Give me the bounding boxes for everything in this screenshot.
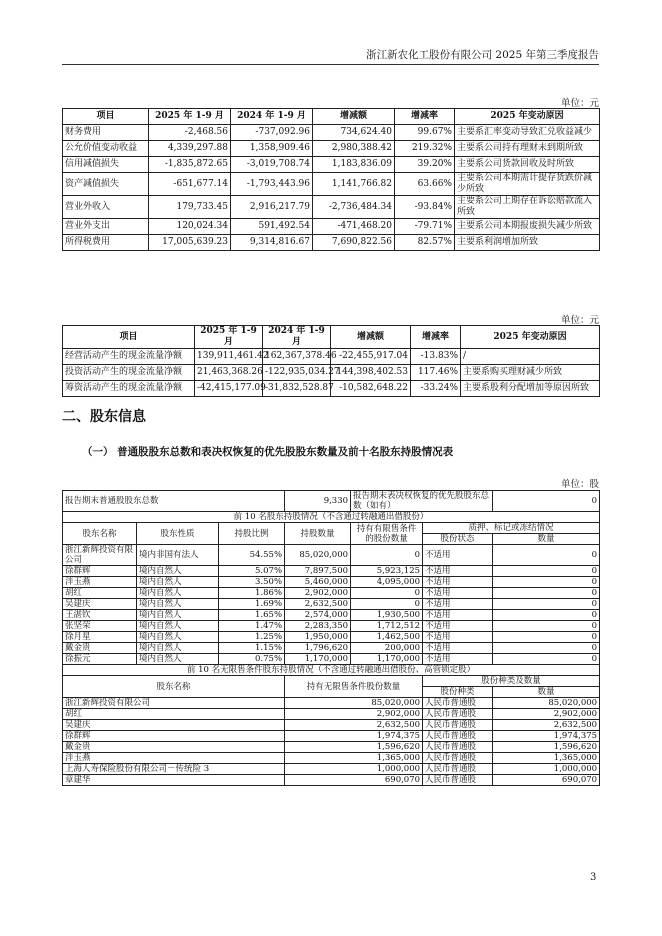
shareholder-cell: 0 [493, 577, 600, 588]
row-value: -1,835,872.65 [149, 157, 231, 173]
row-value: -10,582,648.22 [331, 381, 411, 397]
unres-name: 泮玉燕 [63, 753, 285, 764]
shareholder-cell: 不适用 [423, 545, 493, 566]
row-value: -2,468.56 [149, 125, 231, 141]
summary-row [63, 491, 600, 512]
unrestricted-row [63, 709, 600, 720]
row-value: 4,339,297.88 [149, 141, 231, 157]
shareholder-cell: 境内自然人 [137, 599, 219, 610]
unres-header-row [63, 676, 600, 687]
unrestricted-row [63, 698, 600, 709]
unres-count: 2,632,500 [493, 720, 600, 731]
row-value: 99.67% [395, 125, 455, 141]
row-value: 734,624.40 [313, 125, 395, 141]
table-row [63, 173, 600, 196]
row-value: -471,468.20 [313, 219, 395, 235]
row-value: -93.84% [395, 196, 455, 219]
row-value: 主要系利润增加所致 [455, 235, 600, 251]
shareholder-row [63, 566, 600, 577]
shareholder-cell: 1.15% [219, 643, 285, 654]
row-label: 营业外支出 [63, 219, 149, 235]
shareholder-table [62, 490, 600, 786]
shareholder-cell: 戴金贵 [63, 643, 137, 654]
shareholder-cell: 0 [351, 545, 423, 566]
shareholder-cell: 0 [493, 566, 600, 577]
shareholder-cell: 张坚荣 [63, 621, 137, 632]
shareholder-cell: 1,950,000 [285, 632, 351, 643]
shareholder-cell: 境内自然人 [137, 588, 219, 599]
unres-count: 1,365,000 [493, 753, 600, 764]
header-divider [62, 64, 599, 65]
table3-unit: 单位：股 [560, 479, 599, 490]
shareholder-cell: 不适用 [423, 566, 493, 577]
row-value: 主要系股利分配增加等原因所致 [461, 381, 600, 397]
row-value: 17,005,639.23 [149, 235, 231, 251]
row-value: 主要系公司本期报废损失减少所致 [455, 219, 600, 235]
row-value: -122,935,034.27 [263, 365, 331, 381]
row-value: 162,367,378.46 [263, 349, 331, 365]
row-label: 营业外收入 [63, 196, 149, 219]
shareholder-cell: 境内自然人 [137, 654, 219, 665]
unres-title: 前 10 名无限售条件股东持股情况（不含通过转融通出借股份、高管锁定股） [63, 665, 600, 676]
unres-qty: 1,974,375 [285, 731, 423, 742]
unres-name: 章建华 [63, 775, 285, 786]
shareholder-cell: 1,930,500 [351, 610, 423, 621]
shareholder-cell: 0 [493, 599, 600, 610]
top10-header-row [63, 523, 600, 534]
unres-name: 吴建庆 [63, 720, 285, 731]
shareholder-cell: 徐群辉 [63, 566, 137, 577]
shareholder-cell: 1.69% [219, 599, 285, 610]
row-value: 2,916,217.79 [231, 196, 313, 219]
row-value: 2,980,388.42 [313, 141, 395, 157]
row-value: / [461, 349, 600, 365]
row-value: 139,911,461.42 [195, 349, 263, 365]
unres-qty: 690,070 [285, 775, 423, 786]
unrestricted-row [63, 742, 600, 753]
shareholder-cell: 1,462,500 [351, 632, 423, 643]
row-value: 主要系公司货款回收及时所致 [455, 157, 600, 173]
page-number: 3 [590, 872, 597, 883]
shareholder-cell: 王湛钦 [63, 610, 137, 621]
shareholder-cell: 境内自然人 [137, 643, 219, 654]
shareholder-cell: 7,897,500 [285, 566, 351, 577]
row-value: 21,463,368.26 [195, 365, 263, 381]
unres-name: 戴金贵 [63, 742, 285, 753]
unres-qty: 85,020,000 [285, 698, 423, 709]
top10-title: 前 10 名股东持股情况（不含通过转融通出借股份） [63, 512, 600, 523]
cashflow-change-table [62, 325, 600, 397]
shareholder-cell: 境内自然人 [137, 610, 219, 621]
unres-col-count: 数量 [493, 687, 600, 698]
shareholder-row [63, 588, 600, 599]
shareholder-cell: 胡红 [63, 588, 137, 599]
row-value: 1,183,836.09 [313, 157, 395, 173]
shareholder-cell: 1,796,620 [285, 643, 351, 654]
unres-count: 1,596,620 [493, 742, 600, 753]
unres-type: 人民币普通股 [423, 753, 493, 764]
unres-col-type-group: 股份种类及数量 [423, 676, 600, 687]
shareholder-cell: 0 [493, 588, 600, 599]
shareholder-cell: 徐振元 [63, 654, 137, 665]
row-value: -651,677.14 [149, 173, 231, 196]
unres-type: 人民币普通股 [423, 720, 493, 731]
col-name: 股东名称 [63, 523, 137, 545]
shareholder-row [63, 610, 600, 621]
shareholder-cell: 境内自然人 [137, 566, 219, 577]
shareholder-cell: 2,632,500 [285, 599, 351, 610]
header-cell: 2025 年 1-9 月 [149, 109, 231, 125]
shareholder-cell: 徐月星 [63, 632, 137, 643]
col-nature: 股东性质 [137, 523, 219, 545]
table-row [63, 125, 600, 141]
header-cell: 2025 年变动原因 [455, 109, 600, 125]
row-value: 主要系汇率变动导致汇兑收益减少 [455, 125, 600, 141]
unres-type: 人民币普通股 [423, 698, 493, 709]
col-status: 股份状态 [423, 534, 493, 545]
unrestricted-row [63, 775, 600, 786]
unres-type: 人民币普通股 [423, 764, 493, 775]
row-value: -2,736,484.34 [313, 196, 395, 219]
total-holders-label: 报告期末普通股股东总数 [63, 491, 285, 512]
unres-qty: 1,596,620 [285, 742, 423, 753]
row-value: 117.46% [411, 365, 461, 381]
unres-col-name: 股东名称 [63, 676, 285, 698]
row-value: -737,092.96 [231, 125, 313, 141]
shareholder-cell: 不适用 [423, 577, 493, 588]
row-value: 9,314,816.67 [231, 235, 313, 251]
shareholder-cell: 1.86% [219, 588, 285, 599]
top10-title-row [63, 512, 600, 523]
row-label: 信用减值损失 [63, 157, 149, 173]
shareholder-cell: 1,712,512 [351, 621, 423, 632]
shareholder-cell: 2,902,000 [285, 588, 351, 599]
unres-qty: 2,632,500 [285, 720, 423, 731]
col-count: 数量 [493, 534, 600, 545]
shareholder-cell: 0 [493, 643, 600, 654]
unres-name: 浙江新辉投资有限公司 [63, 698, 285, 709]
row-value: 82.57% [395, 235, 455, 251]
shareholder-cell: 0 [493, 610, 600, 621]
row-value: 591,492.54 [231, 219, 313, 235]
shareholder-cell: 不适用 [423, 610, 493, 621]
shareholder-cell: 0 [493, 632, 600, 643]
shareholder-cell: 0 [493, 621, 600, 632]
row-value: -33.24% [411, 381, 461, 397]
row-value: 120,024.34 [149, 219, 231, 235]
unrestricted-row [63, 720, 600, 731]
header-cell: 项目 [63, 326, 195, 349]
shareholder-cell: 境内非国有法人 [137, 545, 219, 566]
shareholder-cell: 0 [351, 588, 423, 599]
row-value: 主要系公司上期存在诉讼赔款流入所致 [455, 196, 600, 219]
shareholder-cell: 5,923,125 [351, 566, 423, 577]
header-cell: 增减率 [395, 109, 455, 125]
unres-type: 人民币普通股 [423, 742, 493, 753]
unres-name: 上海人寿保险股份有限公司－传统险 3 [63, 764, 285, 775]
report-header: 浙江新农化工股份有限公司 2025 年第三季度报告 [366, 49, 599, 61]
shareholder-row [63, 621, 600, 632]
row-value: 主要系购买理财减少所致 [461, 365, 600, 381]
unres-count: 85,020,000 [493, 698, 600, 709]
shareholder-cell: 境内自然人 [137, 577, 219, 588]
shareholder-cell: 5.07% [219, 566, 285, 577]
unres-qty: 1,000,000 [285, 764, 423, 775]
row-label: 资产减值损失 [63, 173, 149, 196]
row-label: 筹资活动产生的现金流量净额 [63, 381, 195, 397]
shareholder-cell: 0 [493, 654, 600, 665]
expense-change-table [62, 108, 600, 251]
shareholder-row [63, 632, 600, 643]
shareholder-cell: 85,020,000 [285, 545, 351, 566]
row-value: 179,733.45 [149, 196, 231, 219]
unres-col-qty: 持有无限售条件股份数量 [285, 676, 423, 698]
shareholder-cell: 0.75% [219, 654, 285, 665]
shareholder-row [63, 654, 600, 665]
unrestricted-row [63, 753, 600, 764]
shareholder-cell: 不适用 [423, 654, 493, 665]
shareholder-cell: 4,095,000 [351, 577, 423, 588]
header-cell: 2024 年 1-9 月 [263, 326, 331, 349]
section-title: 二、股东信息 [62, 409, 146, 425]
table-row [63, 235, 600, 251]
unres-count: 1,974,375 [493, 731, 600, 742]
unres-count: 690,070 [493, 775, 600, 786]
row-label: 经营活动产生的现金流量净额 [63, 349, 195, 365]
row-value: -31,832,528.87 [263, 381, 331, 397]
header-cell: 增减额 [331, 326, 411, 349]
table1-header-row [63, 109, 600, 125]
unres-count: 2,902,000 [493, 709, 600, 720]
shareholder-cell: 不适用 [423, 588, 493, 599]
unres-type: 人民币普通股 [423, 709, 493, 720]
shareholder-cell: 0 [351, 599, 423, 610]
shareholder-cell: 1.47% [219, 621, 285, 632]
shareholder-row [63, 599, 600, 610]
unres-type: 人民币普通股 [423, 731, 493, 742]
row-value: 1,141,766.82 [313, 173, 395, 196]
subsection-title: （一） 普通股股东总数和表决权恢复的优先股股东数量及前十名股东持股情况表 [82, 446, 454, 458]
row-value: -3,019,708.74 [231, 157, 313, 173]
unres-qty: 1,365,000 [285, 753, 423, 764]
shareholder-cell: 境内自然人 [137, 632, 219, 643]
row-value: -42,415,177.09 [195, 381, 263, 397]
shareholder-cell: 2,574,000 [285, 610, 351, 621]
table2-unit: 单位：元 [560, 315, 599, 326]
table-row [63, 157, 600, 173]
table-row [63, 349, 600, 365]
shareholder-cell: 泮玉燕 [63, 577, 137, 588]
shareholder-cell: 吴建庆 [63, 599, 137, 610]
unres-name: 徐群辉 [63, 731, 285, 742]
preferred-holders-value: 0 [493, 491, 600, 512]
shareholder-cell: 5,460,000 [285, 577, 351, 588]
row-value: 主要系公司持有理财未到期所致 [455, 141, 600, 157]
header-cell: 增减率 [411, 326, 461, 349]
unrestricted-row [63, 764, 600, 775]
table-row [63, 365, 600, 381]
table-row [63, 381, 600, 397]
shareholder-cell: 浙江新辉投资有限公司 [63, 545, 137, 566]
row-value: -1,793,443.96 [231, 173, 313, 196]
col-qty: 持股数量 [285, 523, 351, 545]
shareholder-cell: 0 [493, 545, 600, 566]
row-value: 1,358,909.46 [231, 141, 313, 157]
header-cell: 项目 [63, 109, 149, 125]
row-value: -22,455,917.04 [331, 349, 411, 365]
shareholder-cell: 1,170,000 [351, 654, 423, 665]
row-label: 公允价值变动收益 [63, 141, 149, 157]
shareholder-cell: 不适用 [423, 621, 493, 632]
unres-name: 胡红 [63, 709, 285, 720]
table2-header-row [63, 326, 600, 349]
table-row [63, 141, 600, 157]
row-label: 投资活动产生的现金流量净额 [63, 365, 195, 381]
row-value: 144,398,402.53 [331, 365, 411, 381]
row-value: 7,690,822.56 [313, 235, 395, 251]
shareholder-cell: 不适用 [423, 632, 493, 643]
row-value: 219.32% [395, 141, 455, 157]
unres-title-row [63, 665, 600, 676]
unres-count: 1,000,000 [493, 764, 600, 775]
row-label: 财务费用 [63, 125, 149, 141]
shareholder-cell: 1,170,000 [285, 654, 351, 665]
shareholder-row [63, 577, 600, 588]
unres-qty: 2,902,000 [285, 709, 423, 720]
shareholder-cell: 境内自然人 [137, 621, 219, 632]
unrestricted-row [63, 731, 600, 742]
header-cell: 2025 年 1-9 月 [195, 326, 263, 349]
table-row [63, 196, 600, 219]
row-value: -79.71% [395, 219, 455, 235]
shareholder-cell: 不适用 [423, 599, 493, 610]
header-cell: 2024 年 1-9 月 [231, 109, 313, 125]
unres-type: 人民币普通股 [423, 775, 493, 786]
row-value: 39.20% [395, 157, 455, 173]
shareholder-row [63, 545, 600, 566]
col-ratio: 持股比例 [219, 523, 285, 545]
col-pledge: 质押、标记或冻结情况 [423, 523, 600, 534]
table-row [63, 219, 600, 235]
row-value: -13.83% [411, 349, 461, 365]
unres-col-type: 股份种类 [423, 687, 493, 698]
row-value: 主要系公司本期需计提存货跌价减少所致 [455, 173, 600, 196]
col-restricted: 持有有限售条件的股份数量 [351, 523, 423, 545]
total-holders-value: 9,330 [285, 491, 351, 512]
row-label: 所得税费用 [63, 235, 149, 251]
row-value: 63.66% [395, 173, 455, 196]
preferred-holders-label: 报告期末表决权恢复的优先股股东总数（如有） [351, 491, 493, 512]
shareholder-cell: 200,000 [351, 643, 423, 654]
shareholder-row [63, 643, 600, 654]
shareholder-cell: 1.25% [219, 632, 285, 643]
shareholder-cell: 1.65% [219, 610, 285, 621]
table1-unit: 单位：元 [560, 98, 599, 109]
header-cell: 2025 年变动原因 [461, 326, 600, 349]
header-cell: 增减额 [313, 109, 395, 125]
shareholder-cell: 不适用 [423, 643, 493, 654]
shareholder-cell: 54.55% [219, 545, 285, 566]
shareholder-cell: 2,283,350 [285, 621, 351, 632]
shareholder-cell: 3.50% [219, 577, 285, 588]
